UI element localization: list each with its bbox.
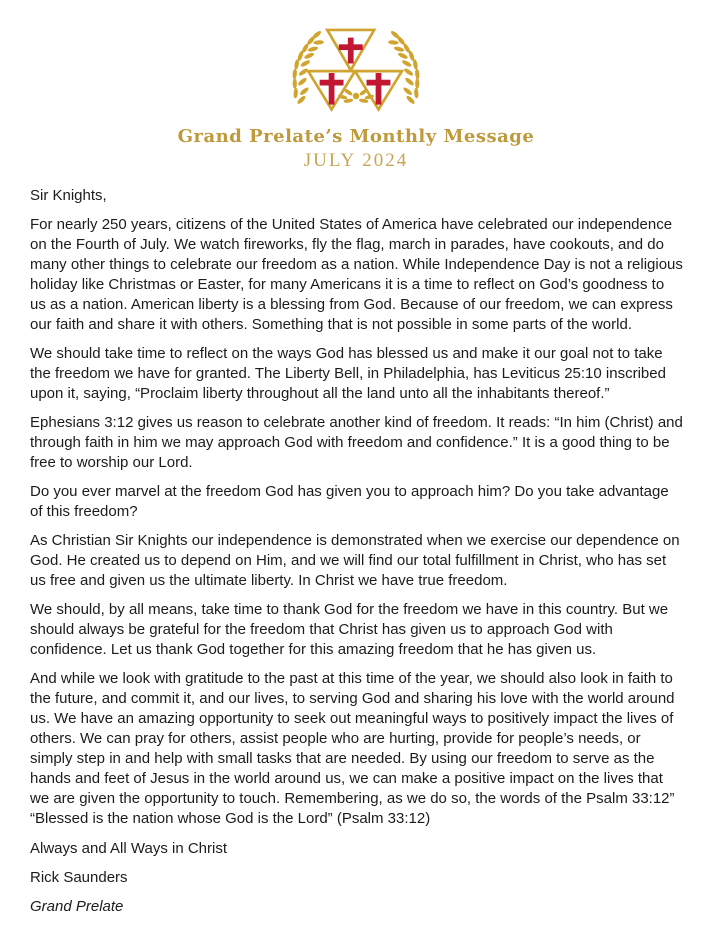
- paragraph-3: Ephesians 3:12 gives us reason to celebrate another kind of freedom. It reads: “In him (Christ) and through faith in him we may approach God with freedom and confidence.” It is a good thing to be free to worship our Lord.: [30, 414, 683, 471]
- page-title: Grand Prelate’s Monthly Message: [177, 126, 535, 147]
- closing-line: Always and All Ways in Christ: [30, 840, 228, 857]
- paragraph-1: For nearly 250 years, citizens of the United States of America have celebrated our independence on the Fourth of July. We watch fireworks, fly the flag, march in parades, have cookouts, and do many other things to celebrate our freedom as a nation. While Independence Day is not a religious holiday like Christmas or Easter, for many Americans it is a time to reflect on God’s goodness to us as a nation. American liberty is a blessing from God. Because of our freedom, we can express our faith and share it with others. Something that is not possible in some parts of the world.: [30, 216, 683, 333]
- signature-name: Rick Saunders: [30, 869, 128, 886]
- letter-body: [0, 172, 712, 917]
- signature-title: Grand Prelate: [30, 898, 124, 915]
- salutation: Sir Knights,: [30, 187, 107, 204]
- signature-block: [30, 839, 684, 917]
- paragraph-2: We should take time to reflect on the ways God has blessed us and make it our goal not to take the freedom we have for granted. The Liberty Bell, in Philadelphia, has Leviticus 25:10 inscribed upon it, saying, “Proclaim liberty throughout all the land unto all the inhabitants thereof.”: [30, 345, 666, 402]
- letter-header: [0, 0, 712, 172]
- paragraph-4: Do you ever marvel at the freedom God has given you to approach him? Do you take advantage of this freedom?: [30, 483, 669, 520]
- paragraph-5: As Christian Sir Knights our independence is demonstrated when we exercise our dependence on God. He created us to depend on Him, and we will find our total fulfillment in Christ, who has set us free and given us the ultimate liberty. In Christ we have true freedom.: [30, 532, 680, 589]
- knights-templar-emblem-icon: [289, 26, 423, 122]
- issue-date: JULY 2024: [303, 150, 409, 171]
- paragraph-7: And while we look with gratitude to the past at this time of the year, we should also look in faith to the future, and commit it, and our lives, to serving God and sharing his love with the world around us. We have an amazing opportunity to seek out meaningful ways to positively impact the lives of others. We can pray for others, assist people who are hurting, provide for people’s needs, or simply step in and help with small tasks that are needed. By using our freedom to serve as the hands and feet of Jesus in the world around us, we can make a positive impact on the lives that we are given the opportunity to touch. Remembering, as we do so, the words of the Psalm 33:12” “Blessed is the nation whose God is the Lord” (Psalm 33:12): [30, 670, 675, 827]
- paragraph-6: We should, by all means, take time to thank God for the freedom we have in this country. But we should always be grateful for the freedom that Christ has given us to approach God with confidence. Let us thank God together for this amazing freedom that he has given us.: [30, 601, 669, 658]
